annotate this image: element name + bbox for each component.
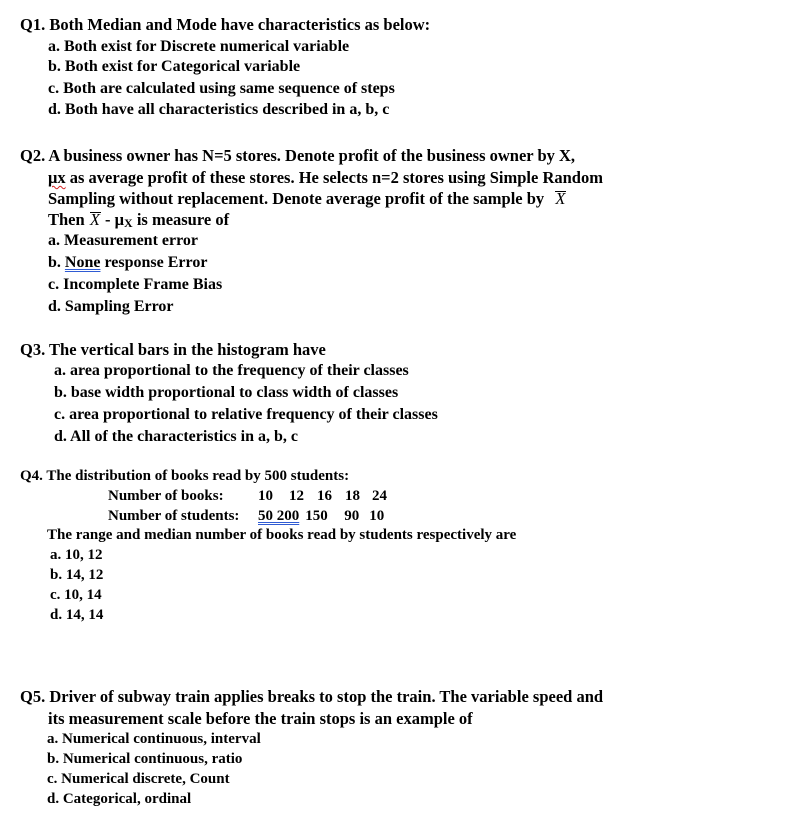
q2-question-line1: Q2. A business owner has N=5 stores. Denote profit of the business owner by X, — [20, 146, 576, 165]
q3-option-d: d. All of the characteristics in a, b, c — [54, 428, 298, 445]
q2-mu-x-misspelled: μx — [48, 168, 66, 187]
q1-option-b: b. Both exist for Categorical variable — [48, 58, 301, 75]
q2-mu-subscript: X — [124, 216, 133, 230]
q2-option-b — [48, 254, 207, 272]
q5-option-d: d. Categorical, ordinal — [47, 791, 192, 807]
q4-books-value: 18 — [345, 488, 360, 504]
q2-line3-text: Sampling without replacement. Denote average profit of the sample by — [48, 189, 545, 208]
q4-students-value: 150 — [305, 508, 328, 524]
q4-students-label: Number of students: — [108, 508, 240, 524]
q2-option-a: a. Measurement error — [48, 232, 199, 249]
q2-minus-text: - — [100, 210, 115, 229]
q3-option-a: a. area proportional to the frequency of their classes — [54, 362, 409, 379]
q4-question: Q4. The distribution of books read by 500 students: — [20, 468, 350, 484]
q5-option-c: c. Numerical discrete, Count — [47, 771, 230, 787]
q1-question: Q1. Both Median and Mode have characteristics as below: — [20, 15, 431, 34]
q2-mu-symbol: μ — [114, 210, 125, 229]
q3-option-b: b. base width proportional to class width of classes — [54, 384, 399, 401]
q2-option-b-prefix: b. — [48, 254, 65, 271]
q3-question: Q3. The vertical bars in the histogram have — [20, 340, 326, 359]
q4-option-d: d. 14, 14 — [50, 607, 104, 623]
q2-line4-text: is measure of — [132, 210, 230, 229]
q2-then-text: Then — [48, 210, 89, 229]
q2-option-c: c. Incomplete Frame Bias — [48, 276, 223, 293]
q2-option-b-rest: response Error — [100, 254, 208, 271]
q4-books-value: 12 — [289, 488, 304, 504]
q4-books-row — [108, 488, 387, 505]
q4-option-a: a. 10, 12 — [50, 547, 103, 563]
q2-question-line4 — [48, 210, 229, 231]
q4-prompt: The range and median number of books read by students respectively are — [47, 527, 517, 543]
q4-books-value: 16 — [317, 488, 332, 504]
q4-option-c: c. 10, 14 — [50, 587, 102, 603]
q4-students-row — [108, 508, 384, 525]
q2-xbar-symbol: X — [555, 189, 566, 208]
q4-students-value: 90 — [344, 508, 360, 524]
q5-question-line1: Q5. Driver of subway train applies breaks to stop the train. The variable speed and — [20, 687, 604, 706]
q4-books-label: Number of books: — [108, 488, 224, 504]
q4-students-value-underlined: 50 200 — [258, 508, 300, 524]
q4-students-value: 10 — [369, 508, 385, 524]
q5-option-a: a. Numerical continuous, interval — [47, 731, 261, 747]
q5-question-line2: its measurement scale before the train stops is an example of — [48, 709, 473, 728]
q4-books-value: 10 — [258, 488, 273, 504]
q2-option-b-none: None — [64, 254, 101, 271]
q4-option-b: b. 14, 12 — [50, 567, 104, 583]
q3-option-c: c. area proportional to relative frequency of their classes — [54, 406, 438, 423]
q2-line2-text: as average profit of these stores. He selects n=2 stores using Simple Random — [65, 168, 603, 187]
q1-option-c: c. Both are calculated using same sequence of steps — [48, 80, 395, 97]
q1-option-d: d. Both have all characteristics described in a, b, c — [48, 101, 390, 118]
q2-question-line3 — [48, 189, 566, 209]
q5-option-b: b. Numerical continuous, ratio — [47, 751, 243, 767]
q2-option-d: d. Sampling Error — [48, 298, 174, 315]
q4-books-value: 24 — [372, 488, 387, 504]
q2-xbar-symbol-2: X — [89, 210, 100, 229]
q1-option-a: a. Both exist for Discrete numerical variable — [48, 38, 350, 55]
q2-question-line2 — [48, 168, 603, 188]
